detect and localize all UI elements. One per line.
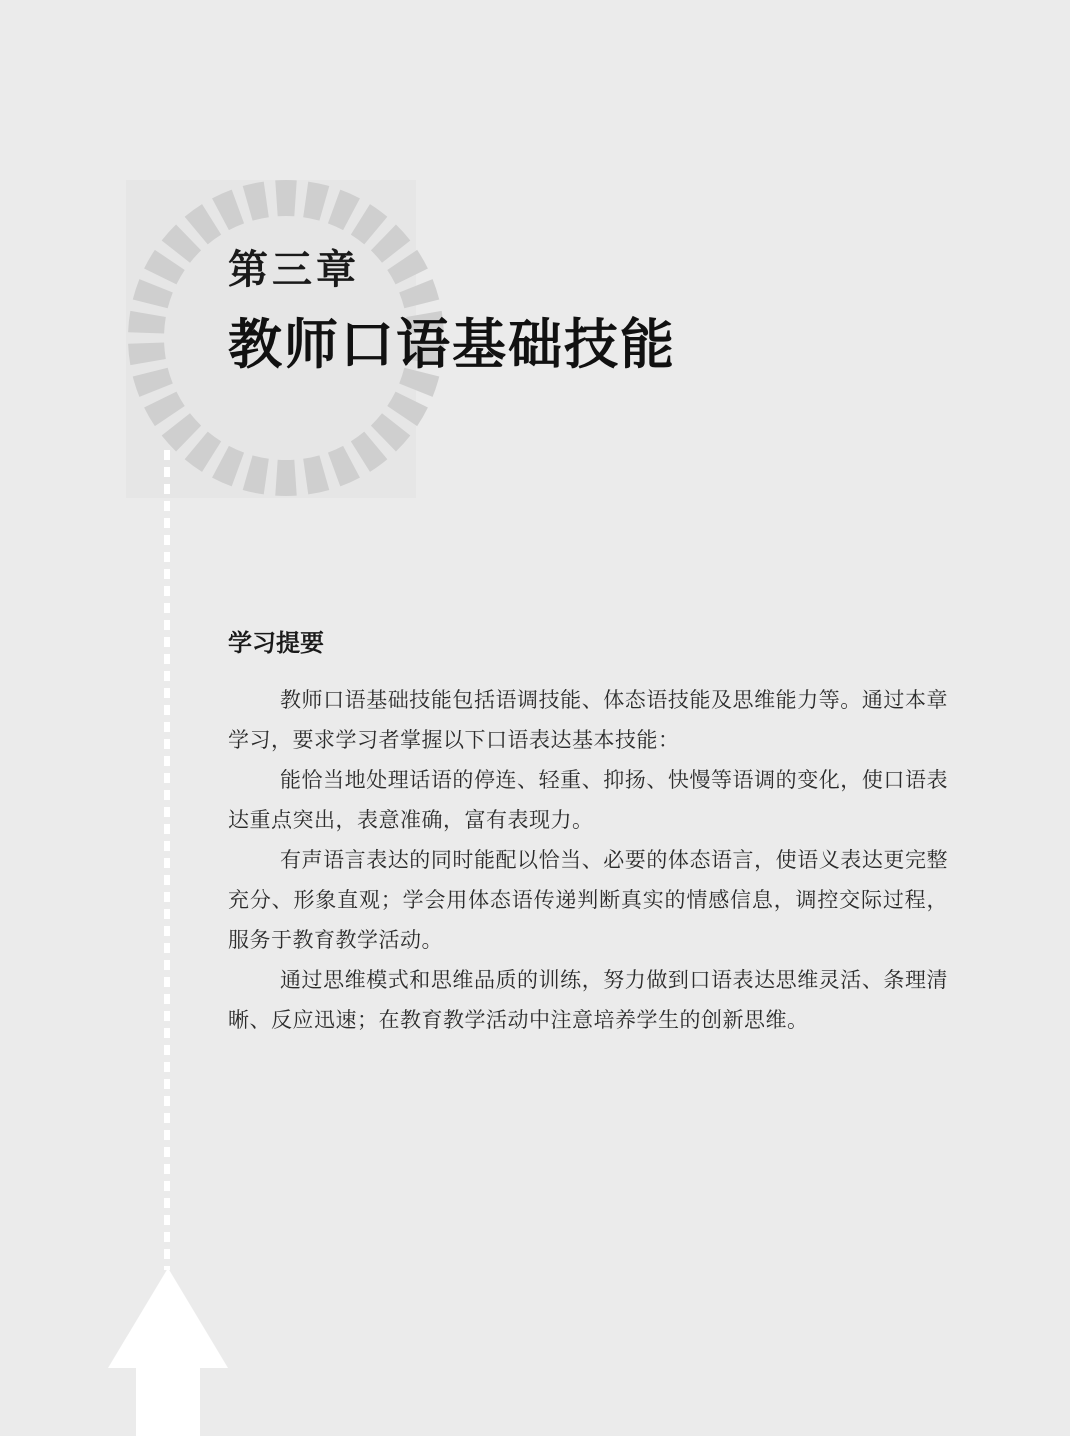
ring-segment: [185, 432, 222, 472]
ring-segment: [144, 392, 185, 426]
ring-segment: [133, 279, 173, 308]
learning-summary: [228, 626, 948, 1040]
ring-segment: [387, 392, 428, 426]
ring-segment: [328, 446, 360, 487]
ring-segment: [128, 311, 166, 334]
section-heading: 学习提要: [228, 629, 324, 657]
ring-segment: [351, 432, 388, 472]
chapter-number: 第三章: [228, 246, 360, 293]
ring-segment: [243, 455, 269, 494]
ring-segment: [371, 413, 410, 451]
up-arrow-icon: [108, 1268, 228, 1436]
ring-segment: [387, 250, 428, 284]
chapter-title: 教师口语基础技能: [228, 312, 676, 376]
ring-segment: [162, 225, 201, 263]
summary-paragraph: 通过思维模式和思维品质的训练，努力做到口语表达思维灵活、条理清晰、反应迅速；在教育教学活动中注意培养学生的创新思维。: [228, 968, 948, 1032]
summary-paragraph: 教师口语基础技能包括语调技能、体态语技能及思维能力等。通过本章学习，要求学习者掌握以下口语表达基本技能：: [228, 688, 948, 752]
ring-segment: [128, 342, 166, 365]
ring-segment: [144, 250, 185, 284]
ring-segment: [275, 460, 296, 496]
dotted-guide-line: [164, 450, 170, 1270]
summary-paragraph: 能恰当地处理话语的停连、轻重、抑扬、快慢等语调的变化，使口语表达重点突出，表意准确，富有表现力。: [228, 768, 948, 832]
summary-paragraph: 有声语言表达的同时能配以恰当、必要的体态语言，使语义表达更完整充分、形象直观；学会用体态语传递判断真实的情感信息，调控交际过程，服务于教育教学活动。: [228, 848, 948, 952]
ring-segment: [185, 204, 222, 244]
ring-segment: [133, 368, 173, 397]
ring-segment: [303, 182, 329, 221]
ring-segment: [212, 446, 244, 487]
ring-segment: [303, 455, 329, 494]
ring-segment: [328, 190, 360, 231]
ring-segment: [371, 225, 410, 263]
ring-segment: [162, 413, 201, 451]
ring-segment: [243, 182, 269, 221]
ring-segment: [275, 180, 296, 216]
ring-segment: [212, 190, 244, 231]
